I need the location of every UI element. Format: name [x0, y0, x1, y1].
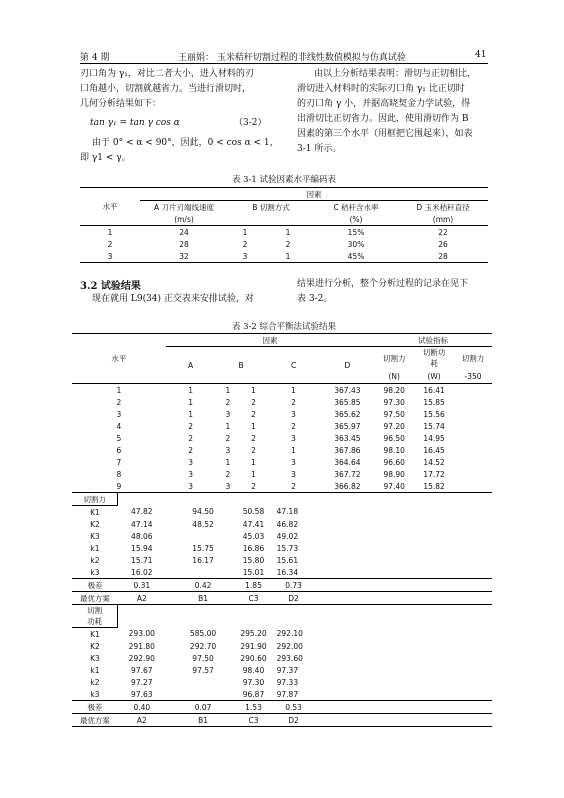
cell: 2	[291, 481, 296, 491]
cell: 1	[285, 227, 291, 237]
table1-factor-header: 因素	[140, 188, 488, 201]
cell: 98.20	[383, 385, 405, 395]
cell: 1	[291, 445, 296, 455]
cell: 16.45	[423, 445, 445, 455]
table1-col-a: A 刀片刃端线速度	[153, 202, 214, 212]
cell: 364.64	[334, 457, 361, 467]
cell: 24	[179, 227, 189, 237]
cell: 1	[188, 409, 193, 419]
cell: 1	[242, 227, 248, 237]
cell: 48.06	[131, 531, 153, 541]
equation-number: （3-2）	[234, 118, 267, 128]
best-row	[72, 714, 492, 727]
cell: 16.17	[192, 555, 214, 565]
cell: 50.58	[242, 507, 265, 517]
cell: 292.10	[276, 629, 303, 639]
cell: 2	[225, 433, 231, 443]
header-rule	[80, 63, 488, 64]
cell: 7	[116, 457, 122, 467]
cell: 292.00	[276, 641, 303, 651]
table-row	[72, 408, 492, 420]
empty-cell	[321, 628, 455, 641]
table1-unit-b	[228, 213, 314, 226]
journal-issue: 第 4 期	[80, 53, 110, 63]
cell: 3	[291, 433, 296, 443]
table1-caption: 表 3-1 试验因素水平编码表	[231, 175, 337, 185]
cell: 15.71	[131, 555, 153, 565]
cut-power-label-1: 切割	[87, 606, 103, 615]
ind3-unit: -350	[464, 371, 482, 381]
cell: 292.90	[128, 653, 155, 663]
running-title: 王丽娟： 玉米秸秆切割过程的非线性数值模拟与仿真试验	[178, 53, 406, 63]
cell: 16.34	[276, 567, 299, 577]
cut-power-label-2: 功耗	[87, 617, 103, 626]
empty-cell	[321, 554, 455, 566]
cell: 15.94	[131, 543, 153, 553]
cell: 2	[242, 239, 248, 249]
cell: 2	[251, 481, 256, 491]
cell: 2	[188, 445, 193, 455]
cell: 365.97	[334, 421, 361, 431]
cell: A2	[136, 715, 147, 725]
cell: 3	[116, 409, 122, 419]
section-left-line: 现在就用 L9(34) 正交表来安排试验，对	[92, 294, 254, 304]
table1-col-d: D 玉米秸秆直径	[416, 202, 470, 212]
cell: 28	[438, 251, 448, 261]
cell: k2	[90, 677, 100, 687]
cell: 2	[285, 239, 291, 249]
cell: 28	[179, 239, 189, 249]
cell: 46.82	[276, 519, 299, 529]
table1	[80, 187, 488, 263]
cut-force-label: 切割力	[72, 493, 118, 506]
cell	[454, 384, 492, 397]
empty-cell	[321, 701, 455, 714]
cell: K3	[90, 653, 100, 663]
table-row	[72, 468, 492, 480]
cell: 1	[251, 469, 256, 479]
cell: B1	[198, 715, 208, 725]
cell: 30%	[347, 239, 365, 249]
ind2-label-b: 耗	[430, 359, 438, 368]
cell: 97.50	[192, 653, 214, 663]
cell: 17.72	[423, 469, 445, 479]
empty-cell	[321, 518, 455, 530]
cell: 2	[225, 397, 231, 407]
cell: 3	[225, 445, 231, 455]
cell: 293.60	[276, 653, 303, 663]
cell: 2	[251, 409, 256, 419]
table-row	[72, 640, 492, 652]
cell: 2	[251, 445, 256, 455]
cell: 94.50	[192, 507, 214, 517]
cell	[454, 480, 492, 493]
cell: 45%	[347, 251, 365, 261]
cell: 0.73	[285, 580, 302, 590]
cell: K3	[90, 531, 100, 541]
table-row	[72, 688, 492, 701]
cell: 47.41	[242, 519, 265, 529]
cell: 15.85	[423, 397, 445, 407]
cell: D2	[288, 593, 299, 603]
cell: 15.01	[242, 567, 265, 577]
cell: 5	[116, 433, 122, 443]
cell: 2	[251, 433, 256, 443]
cell: 2	[291, 421, 296, 431]
cell: 1	[291, 385, 296, 395]
cell: 16.02	[131, 567, 153, 577]
table1-col-c: C 秸秆含水率	[333, 202, 379, 212]
cell: 9	[116, 481, 122, 491]
left-line-1: 刃口角为 γ₁，对比二者大小，进入材料的刃	[80, 69, 254, 79]
table1-unit-c: (%)	[349, 214, 363, 224]
table-row	[72, 432, 492, 444]
cell: 47.14	[131, 519, 153, 529]
equation: tan γ₁ = tan γ cos α	[90, 118, 180, 128]
cell: 1.53	[245, 702, 262, 712]
best-row	[72, 592, 492, 605]
cell: 14.95	[423, 433, 445, 443]
cell: 16.86	[242, 543, 265, 553]
cell: 3	[225, 481, 231, 491]
cell: 15.56	[423, 409, 445, 419]
cell: 32	[179, 251, 189, 261]
cell: D2	[288, 715, 299, 725]
cell	[454, 432, 492, 444]
table-row	[72, 652, 492, 664]
range-row	[72, 701, 492, 714]
cell: 295.20	[240, 629, 267, 639]
cell: 1	[188, 385, 193, 395]
cell: 367.72	[334, 469, 361, 479]
cell: k2	[90, 555, 100, 565]
cell: 3	[291, 409, 296, 419]
cell: K2	[90, 519, 100, 529]
cell: 极差	[87, 580, 103, 590]
cell: 1	[225, 385, 231, 395]
table-row	[72, 530, 492, 542]
cell: 97.67	[131, 665, 153, 675]
page-number: 41	[475, 50, 487, 60]
table1-unit-d: (mm)	[432, 214, 454, 224]
cell: 15.73	[276, 543, 299, 553]
right-line-1: 由以上分析结果表明：滑切与正切相比，	[314, 69, 477, 79]
cell	[454, 396, 492, 408]
cell: 1	[107, 227, 113, 237]
cell	[454, 444, 492, 456]
cell: 96.50	[383, 433, 405, 443]
cell: 97.20	[383, 421, 405, 431]
cell	[454, 408, 492, 420]
cell: 15.82	[423, 481, 445, 491]
cell: 3	[225, 409, 231, 419]
cell: C3	[248, 593, 259, 603]
cell: 3	[188, 481, 193, 491]
table-row	[72, 506, 492, 519]
cell: 14.52	[423, 457, 445, 467]
cell: 2	[188, 433, 193, 443]
cell: 0.40	[133, 702, 151, 712]
right-line-4: 出滑切比正切省力。因此，使用滑切作为 B	[297, 114, 469, 124]
cell: 8	[116, 469, 122, 479]
cell: 2	[116, 397, 122, 407]
right-line-2: 滑切进入材料时的实际刃口角 γ₁ 比正切时	[297, 84, 465, 94]
section-right-line-1: 结果进行分析，整个分析过程的记录在见下	[297, 279, 469, 289]
cell: 3	[107, 251, 113, 261]
cell: 48.52	[192, 519, 214, 529]
empty-cell	[321, 542, 455, 554]
table2	[72, 333, 492, 727]
cell: 97.33	[276, 677, 299, 687]
cell	[166, 688, 241, 701]
empty-cell	[321, 676, 455, 688]
cell: 97.63	[131, 689, 153, 699]
cell: 最优方案	[79, 593, 110, 603]
empty-cell	[321, 714, 455, 727]
cell: 3	[188, 457, 193, 467]
right-line-6: 3-1 所示。	[297, 144, 342, 154]
cell: 1	[225, 457, 231, 467]
cell: 97.30	[242, 677, 265, 687]
cell: 6	[116, 445, 122, 455]
cell: 97.50	[383, 409, 405, 419]
cell: 3	[242, 251, 248, 261]
cell	[166, 566, 241, 579]
cell: 15.61	[276, 555, 299, 565]
cell: 585.00	[189, 629, 217, 639]
ind2-unit: (W)	[427, 371, 441, 381]
cell: 1	[116, 385, 122, 395]
table1-level-header: 水平	[80, 188, 140, 226]
table-row	[72, 676, 492, 688]
cell: k3	[90, 689, 100, 699]
table-row	[72, 566, 492, 579]
table2-col-d: D	[344, 360, 351, 370]
table2-col-a: A	[188, 360, 194, 370]
ind1-label: 切割力	[382, 353, 406, 363]
table-row	[72, 664, 492, 676]
empty-cell	[321, 566, 455, 579]
cell: K2	[90, 641, 100, 651]
cell: 97.37	[276, 665, 299, 675]
cell: k1	[90, 665, 100, 675]
cell: 47.82	[131, 507, 153, 517]
cell: 365.62	[334, 409, 361, 419]
cell: 0.53	[285, 702, 302, 712]
range-row	[72, 579, 492, 592]
right-line-3: 的刃口角 γ 小，并据高晓契金力学试验，得	[297, 99, 471, 109]
cell	[454, 420, 492, 432]
cell	[454, 456, 492, 468]
cell: 98.10	[383, 445, 405, 455]
table-row	[80, 250, 488, 263]
cell	[166, 530, 241, 542]
cell: 49.02	[276, 531, 299, 541]
left-line-2: 口角越小，切割就越省力。当进行滑切时，	[80, 84, 252, 94]
cell: 0.42	[194, 580, 212, 590]
cell: 1.85	[245, 580, 262, 590]
table-row	[72, 396, 492, 408]
cell: k1	[90, 543, 100, 553]
left-line-5: 即 γ1 < γ。	[80, 153, 131, 163]
empty-cell	[321, 592, 455, 605]
cell: 15.74	[423, 421, 445, 431]
table2-col-c: C	[290, 360, 297, 370]
cell: 3	[188, 469, 193, 479]
cell: 96.87	[242, 689, 265, 699]
section-right-line-2: 表 3-2。	[297, 294, 333, 304]
table1-unit-a: (m/s)	[174, 214, 194, 224]
cell: 最优方案	[79, 715, 110, 725]
right-line-5: 因素的第三个水平（用框把它围起来），如表	[297, 129, 473, 139]
empty-cell	[321, 688, 455, 701]
table-row	[72, 628, 492, 641]
cell: 47.18	[276, 507, 299, 517]
empty-cell	[321, 640, 455, 652]
cell: 291.80	[128, 641, 155, 651]
cell: 97.27	[131, 677, 153, 687]
cell: 363.45	[334, 433, 361, 443]
cell: 366.82	[334, 481, 361, 491]
cell: 0.07	[194, 702, 212, 712]
table-row	[72, 420, 492, 432]
cell: 2	[107, 239, 113, 249]
table-row	[72, 518, 492, 530]
cell: 97.57	[192, 665, 214, 675]
cell: 97.30	[383, 397, 405, 407]
cell: 22	[438, 227, 448, 237]
cell: K1	[90, 629, 100, 639]
cell	[166, 676, 241, 688]
cell: 98.90	[383, 469, 405, 479]
cell: 97.40	[383, 481, 405, 491]
cell: C3	[248, 715, 259, 725]
cell: 3	[291, 457, 296, 467]
table-row	[72, 456, 492, 468]
ind3-label: 切割力	[461, 353, 485, 363]
table1-col-b: B 切割方式	[252, 202, 290, 212]
empty-cell	[321, 652, 455, 664]
cell: 2	[225, 469, 231, 479]
section-title: 3.2 试验结果	[80, 281, 141, 292]
cell: 15.75	[192, 543, 214, 553]
ind2-label: 切断功	[422, 348, 446, 357]
cell: 3	[291, 469, 296, 479]
table-row	[72, 480, 492, 493]
table2-caption: 表 3-2 综合平衡法试验结果	[231, 322, 337, 332]
cell: 极差	[87, 702, 103, 712]
cell: 1	[251, 457, 256, 467]
empty-cell	[321, 530, 455, 542]
cell: 1	[251, 421, 256, 431]
table-row	[80, 238, 488, 250]
left-line-4: 由于 0° < α < 90°，因此，0 < cos α < 1，	[92, 138, 279, 148]
empty-cell	[321, 664, 455, 676]
cell	[454, 468, 492, 480]
cell: 2	[291, 397, 296, 407]
cut-power-label	[72, 605, 118, 628]
cell: 292.70	[189, 641, 217, 651]
cell: 1	[251, 385, 256, 395]
cell: 15.80	[242, 555, 265, 565]
table-row	[80, 226, 488, 239]
empty-cell	[321, 579, 455, 592]
table2-factor-header: 因素	[166, 334, 375, 347]
cell: B1	[198, 593, 208, 603]
table-row	[72, 444, 492, 456]
cell: 365.85	[334, 397, 361, 407]
cell: k3	[90, 567, 100, 577]
table-row	[72, 542, 492, 554]
cell: 45.03	[242, 531, 265, 541]
cell: 97.87	[276, 689, 299, 699]
empty-cell	[321, 506, 455, 519]
cell: 2	[188, 421, 193, 431]
ind1-unit: (N)	[388, 371, 400, 381]
cell: 293.00	[128, 629, 155, 639]
table2-col-b: B	[238, 360, 244, 370]
cell: 4	[116, 421, 122, 431]
cell: A2	[136, 593, 147, 603]
cell: K1	[90, 507, 100, 517]
cell: 367.43	[334, 385, 361, 395]
cell: 2	[251, 397, 256, 407]
left-line-3: 几何分析结果如下：	[80, 99, 162, 109]
cell: 290.60	[240, 653, 267, 663]
cell: 98.40	[242, 665, 265, 675]
table2-index-header: 试验指标	[374, 334, 492, 347]
table-row	[72, 384, 492, 397]
cell: 26	[438, 239, 448, 249]
table-row	[72, 554, 492, 566]
cell: 96.60	[383, 457, 405, 467]
cell: 291.90	[240, 641, 267, 651]
cell: 15%	[347, 227, 365, 237]
cell: 1	[188, 397, 193, 407]
cell: 1	[285, 251, 291, 261]
cell: 1	[225, 421, 231, 431]
cell: 367.86	[334, 445, 361, 455]
cell: 16.41	[423, 385, 445, 395]
cell: 0.31	[133, 580, 151, 590]
table2-level-header: 水平	[72, 334, 166, 384]
